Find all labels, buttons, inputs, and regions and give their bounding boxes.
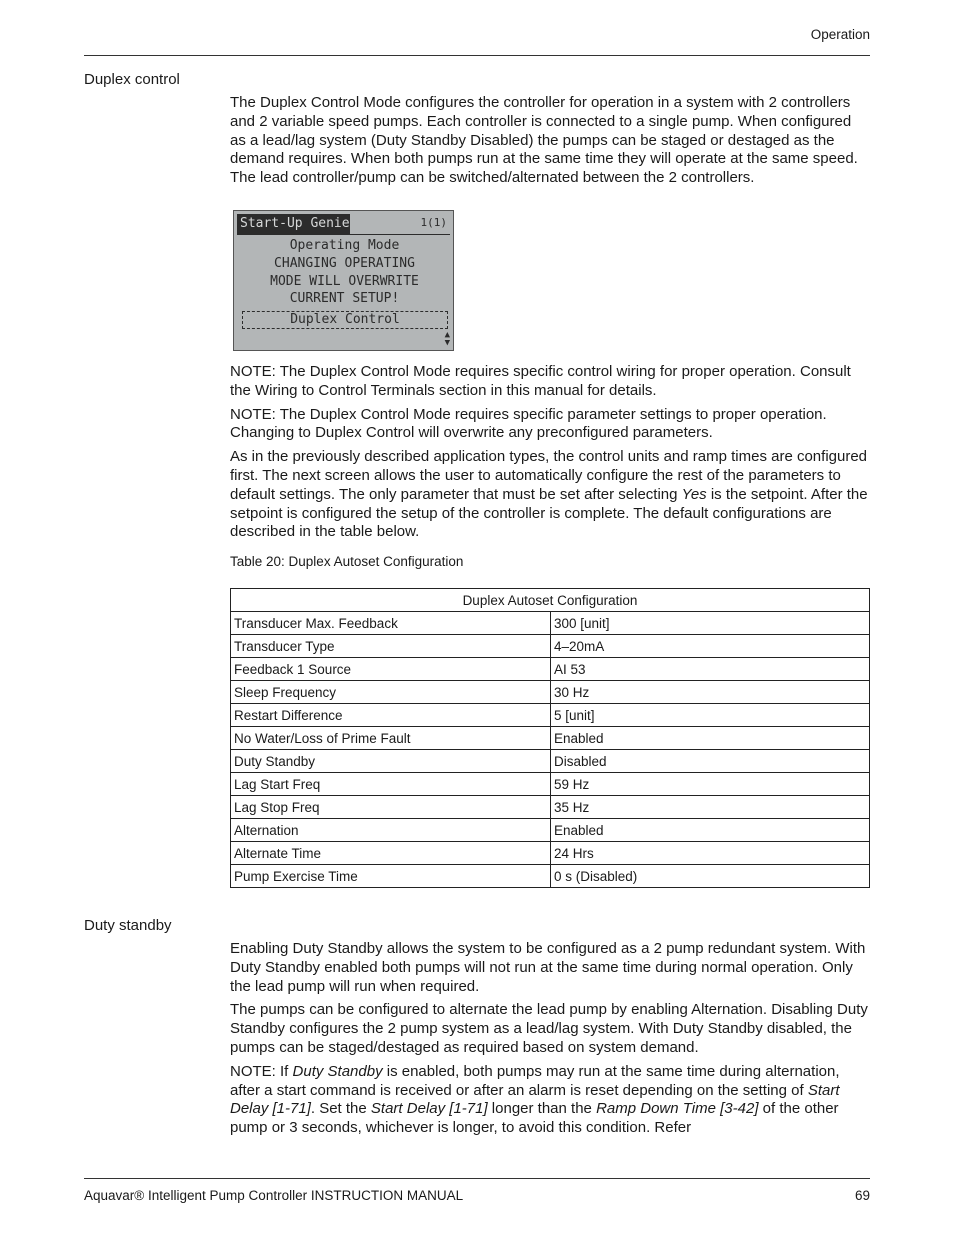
table-row xyxy=(231,750,870,773)
duty-paragraph-2: The pumps can be configured to alternate the lead pump by enabling Alternation. Disabling Duty Standby configures the 2 pump system as a lead/lag system. With Duty Standby disabled, the pumps can be staged/destaged as required based on system demand. xyxy=(230,1001,868,1056)
note-italic: Duty Standby xyxy=(292,1062,383,1080)
footer-title xyxy=(84,1188,463,1203)
note-text: is enabled, both pumps may run at the same time during alternation, after a start command is received or after an alarm is reset depending on the setting of xyxy=(230,1062,840,1099)
table-row xyxy=(231,865,870,888)
footer-manual-title: Intelligent Pump Controller INSTRUCTION MANUAL xyxy=(144,1188,464,1203)
lcd-screen-image xyxy=(233,210,454,351)
header-rule xyxy=(84,55,870,56)
lcd-line: CURRENT SETUP! xyxy=(289,291,400,306)
note-text: The Duplex Control Mode requires specific control wiring for proper operation. Consult the Wiring to Control Terminals section in this manual for details. xyxy=(230,363,851,399)
duty-standby-block xyxy=(230,940,870,1143)
parameter-cell: Feedback 1 Source xyxy=(231,658,551,681)
value-cell: Disabled xyxy=(551,750,870,773)
note-text: longer than the xyxy=(487,1100,597,1118)
parameter-cell: Duty Standby xyxy=(231,750,551,773)
note-label: NOTE: xyxy=(230,363,276,380)
parameter-cell: Sleep Frequency xyxy=(231,681,551,704)
value-cell: 24 Hrs xyxy=(551,842,870,865)
table-row xyxy=(231,681,870,704)
note-1 xyxy=(230,363,870,401)
table-row xyxy=(231,612,870,635)
parameter-cell: Alternation xyxy=(231,819,551,842)
section-title-duplex-control: Duplex control xyxy=(84,71,180,88)
table-header: Duplex Autoset Configuration xyxy=(231,589,870,612)
parameter-cell: Pump Exercise Time xyxy=(231,865,551,888)
value-cell: AI 53 xyxy=(551,658,870,681)
parameter-cell: Lag Start Freq xyxy=(231,773,551,796)
note-italic: Ramp Down Time [3-42] xyxy=(596,1100,759,1118)
lcd-menu-icon: 1(1) xyxy=(420,216,447,229)
autoset-table xyxy=(230,588,870,888)
duty-paragraph-1: Enabling Duty Standby allows the system to be configured as a 2 pump redundant system. With Duty Standby enabled both pumps will not run at the same time during normal operation. Only the lead pump will run when required. xyxy=(230,940,866,995)
footer-registered-mark: ® xyxy=(134,1188,145,1203)
table-row xyxy=(231,796,870,819)
table-row xyxy=(231,773,870,796)
parameter-cell: Transducer Max. Feedback xyxy=(231,612,551,635)
table-row xyxy=(231,842,870,865)
value-cell: 0 s (Disabled) xyxy=(551,865,870,888)
note-text: If xyxy=(275,1062,293,1080)
table-row xyxy=(231,727,870,750)
value-cell: 30 Hz xyxy=(551,681,870,704)
table-caption: Table 20: Duplex Autoset Configuration xyxy=(230,554,464,569)
note-text: of the other pump or 3 seconds, whichever is longer, to avoid this condition. Refer xyxy=(230,1100,839,1137)
value-cell: 59 Hz xyxy=(551,773,870,796)
value-cell: 300 [unit] xyxy=(551,612,870,635)
footer-rule xyxy=(84,1178,870,1179)
duty-note xyxy=(230,1063,870,1138)
table-header-row xyxy=(231,589,870,612)
lcd-title-rule xyxy=(237,234,450,235)
note-label: NOTE: xyxy=(230,1062,276,1080)
note-italic: Start Delay [1-71] xyxy=(230,1081,840,1118)
note-2 xyxy=(230,406,870,444)
parameter-cell: Lag Stop Freq xyxy=(231,796,551,819)
lcd-updown-arrows-icon: ▲ ▼ xyxy=(444,330,450,348)
lcd-line: CHANGING OPERATING xyxy=(274,256,415,271)
note-text: . Set the xyxy=(310,1100,371,1118)
value-cell: 4–20mA xyxy=(551,635,870,658)
value-cell: 35 Hz xyxy=(551,796,870,819)
duplex-notes-block xyxy=(230,363,870,547)
parameter-cell: Transducer Type xyxy=(231,635,551,658)
table-row xyxy=(231,704,870,727)
parameter-cell: No Water/Loss of Prime Fault xyxy=(231,727,551,750)
page-number: 69 xyxy=(854,1188,870,1203)
paragraph-text: As in the previously described application types, the control units and ramp times are configured first. The next screen allows the user to automatically configure the rest of the parameters to default settings. The only parameter that must be set after selecting xyxy=(230,448,868,503)
table-row xyxy=(231,635,870,658)
table-row xyxy=(231,658,870,681)
value-cell: Enabled xyxy=(551,727,870,750)
parameter-cell: Restart Difference xyxy=(231,704,551,727)
value-cell: 5 [unit] xyxy=(551,704,870,727)
value-cell: Enabled xyxy=(551,819,870,842)
duplex-intro-paragraph: The Duplex Control Mode configures the controller for operation in a system with 2 controllers and 2 variable speed pumps. Each controller is connected to a single pump. When configured as a lead/lag system (Duty Standby Disabled) the pumps can be staged or destaged as the demand requires. When both pumps run at the same time they will operate at the same speed. The lead controller/pump can be switched/alternated between the 2 controllers. xyxy=(230,94,858,187)
footer-brand: Aquavar xyxy=(84,1188,135,1203)
parameter-cell: Alternate Time xyxy=(231,842,551,865)
note-label: NOTE: xyxy=(230,405,276,423)
table-row xyxy=(231,819,870,842)
paragraph-text: is the setpoint. After the setpoint is configured the setup of the controller is complete. The default configurations are described in the table below. xyxy=(230,485,868,541)
note-text: The Duplex Control Mode requires specific parameter settings to proper operation. Changing to Duplex Control will overwrite any preconfigured parameters. xyxy=(230,405,827,442)
section-title-duty-standby: Duty standby xyxy=(84,917,172,934)
autoset-paragraph xyxy=(230,448,870,542)
lcd-line: MODE WILL OVERWRITE xyxy=(270,274,419,289)
lcd-title: Start-Up Genie xyxy=(237,214,350,234)
note-italic: Start Delay [1-71] xyxy=(370,1100,488,1118)
duplex-intro-block xyxy=(230,94,870,193)
running-header: Operation xyxy=(810,27,870,42)
lcd-selected-option: Duplex Control xyxy=(242,311,448,329)
paragraph-italic: Yes xyxy=(681,485,707,503)
lcd-line: Operating Mode xyxy=(289,238,400,253)
